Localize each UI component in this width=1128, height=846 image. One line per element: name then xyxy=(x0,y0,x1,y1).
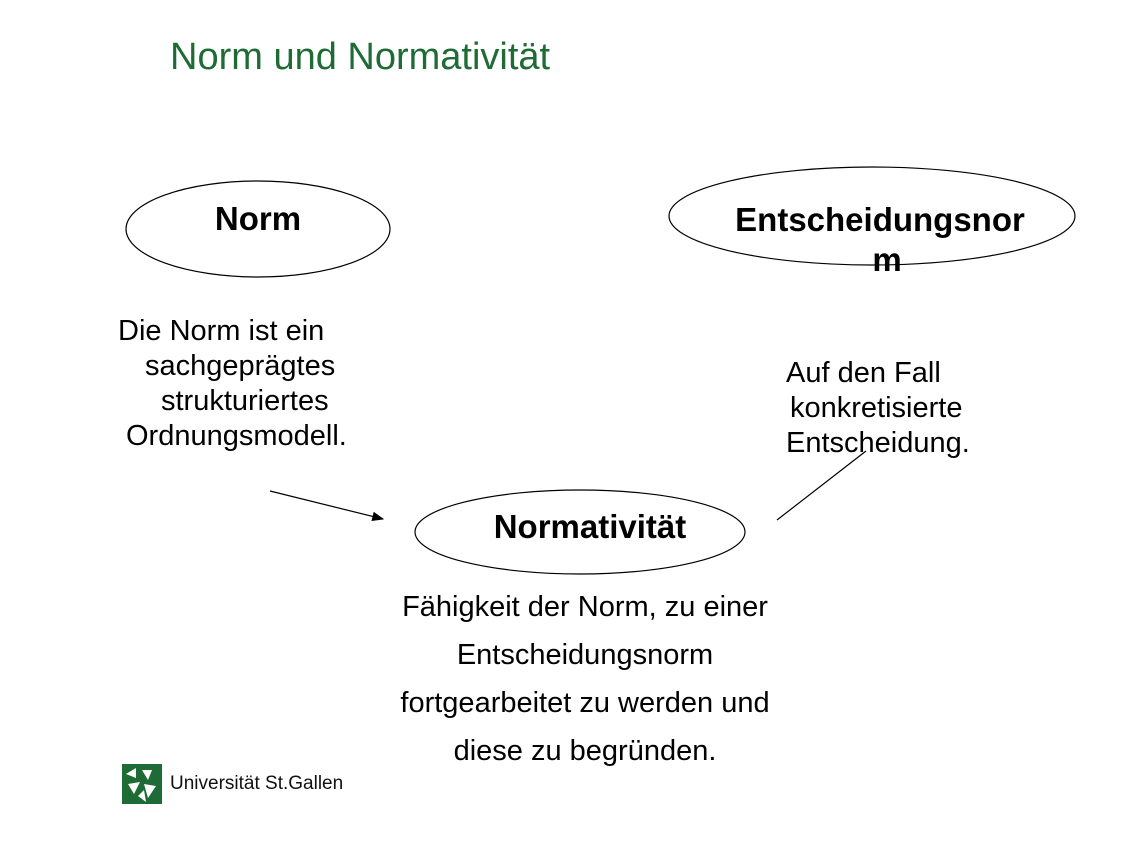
norm-description-line: strukturiertes xyxy=(161,385,329,417)
normativitaet-description xyxy=(330,583,840,775)
entscheidungsnorm-node-label xyxy=(690,200,1070,280)
norm-description xyxy=(118,313,418,455)
norm-description-line: Die Norm ist ein xyxy=(118,315,325,347)
logo-text: Universität St.Gallen xyxy=(170,773,344,794)
normativitaet-description-line: diese zu begründen. xyxy=(453,735,717,767)
entscheidungsnorm-label-line2: m xyxy=(872,241,902,278)
norm-description-line: Ordnungsmodell. xyxy=(126,420,347,452)
normativitaet-description-line: fortgearbeitet zu werden und xyxy=(400,687,770,719)
entscheidungsnorm-description xyxy=(786,355,1086,462)
normativitaet-description-line: Entscheidungsnorm xyxy=(456,639,714,671)
page-title: Norm und Normativität xyxy=(170,36,551,78)
entscheidungsnorm-description-line: Auf den Fall xyxy=(786,357,941,389)
entscheidungsnorm-label-line1: Entscheidungsnor xyxy=(735,201,1025,238)
normativitaet-description-line: Fähigkeit der Norm, zu einer xyxy=(402,591,768,623)
norm-description-line: sachgeprägtes xyxy=(145,350,336,382)
entscheidungsnorm-description-line: Entscheidung. xyxy=(786,427,970,459)
entscheidungsnorm-description-line: konkretisierte xyxy=(790,392,963,424)
norm-node-label: Norm xyxy=(214,200,302,237)
hsg-logo-icon xyxy=(122,764,162,804)
arrow-norm-to-normativitaet xyxy=(270,491,383,519)
normativitaet-node-label: Normativität xyxy=(493,508,687,545)
university-logo xyxy=(122,764,343,804)
